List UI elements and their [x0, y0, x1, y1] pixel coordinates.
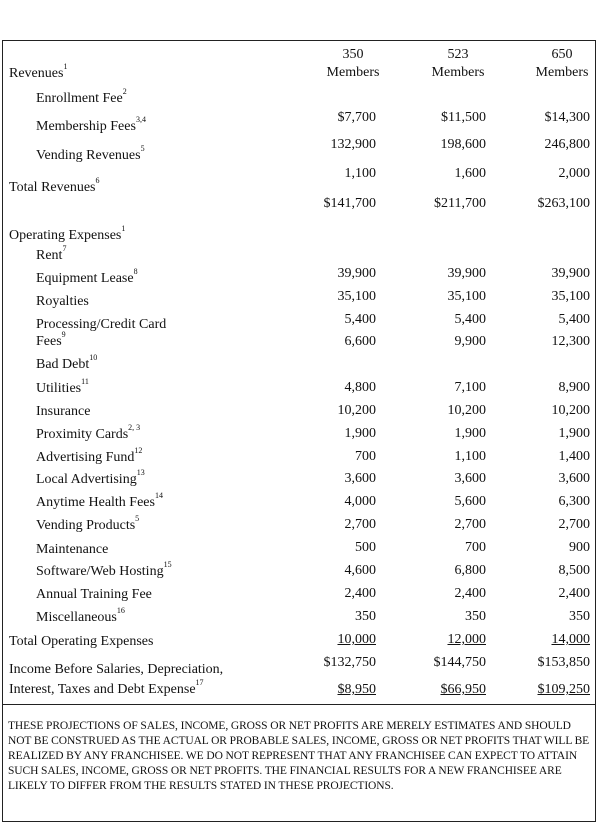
label-utilities: Utilities$^{11}$: [36, 377, 89, 396]
value-cell-r3-c1: $211,700: [434, 196, 486, 211]
value-cell-r10-c2: 1,900: [558, 426, 590, 441]
label-maintenance: Maintenance: [36, 542, 109, 557]
value-cell-r8-c2: 8,900: [558, 380, 590, 395]
label-interest-taxes-debt: Interest, Taxes and Debt Expense$^{17}$: [9, 678, 204, 697]
value-cell-r19-c1: 12,000: [447, 632, 486, 647]
value-cell-r6-c1: 5,400: [454, 312, 486, 327]
label-bad-debt: Bad Debt$^{10}$: [36, 353, 98, 372]
value-cell-r7-c0: 6,600: [344, 334, 376, 349]
label-proximity-cards: Proximity Cards$^{2, 3}$: [36, 423, 141, 442]
column-header-523: 523 Members: [431, 47, 485, 80]
value-cell-r19-c2: 14,000: [551, 632, 590, 647]
value-cell-r15-c0: 500: [355, 540, 376, 555]
value-cell-r13-c0: 4,000: [344, 494, 376, 509]
value-cell-r2-c2: 2,000: [558, 166, 590, 181]
value-cell-r2-c0: 1,100: [344, 166, 376, 181]
value-cell-r3-c2: $263,100: [537, 196, 590, 211]
value-cell-r16-c2: 8,500: [558, 563, 590, 578]
value-cell-r17-c2: 2,400: [558, 586, 590, 601]
value-cell-r8-c1: 7,100: [454, 380, 486, 395]
value-cell-r1-c2: 246,800: [544, 137, 590, 152]
value-cell-r17-c1: 2,400: [454, 586, 486, 601]
label-fees: Fees$^9$: [36, 330, 66, 349]
value-cell-r14-c2: 2,700: [558, 517, 590, 532]
value-cell-r2-c1: 1,600: [454, 166, 486, 181]
value-cell-r18-c0: 350: [355, 609, 376, 624]
value-cell-r11-c1: 1,100: [454, 449, 486, 464]
column-header-650: 650 Members: [535, 47, 589, 80]
value-cell-r16-c1: 6,800: [454, 563, 486, 578]
value-cell-r20-c0: $132,750: [323, 655, 376, 670]
value-cell-r9-c1: 10,200: [447, 403, 486, 418]
value-cell-r5-c0: 35,100: [337, 289, 376, 304]
label-insurance: Insurance: [36, 404, 91, 419]
label-anytime-health-fees: Anytime Health Fees$^{14}$: [36, 491, 163, 510]
value-cell-r12-c2: 3,600: [558, 471, 590, 486]
value-cell-r1-c1: 198,600: [440, 137, 486, 152]
value-cell-r14-c0: 2,700: [344, 517, 376, 532]
value-cell-r10-c0: 1,900: [344, 426, 376, 441]
column-header-350: 350 Members: [326, 47, 380, 80]
value-cell-r8-c0: 4,800: [344, 380, 376, 395]
label-annual-training-fee: Annual Training Fee: [36, 587, 152, 602]
value-cell-r11-c0: 700: [355, 449, 376, 464]
value-cell-r0-c1: $11,500: [441, 110, 486, 125]
label-total-operating-expenses: Total Operating Expenses: [9, 634, 154, 649]
value-cell-r10-c1: 1,900: [454, 426, 486, 441]
label-advertising-fund: Advertising Fund$^{12}$: [36, 446, 143, 465]
label-processing-fees: Processing/Credit Card: [36, 317, 167, 332]
label-revenues: Revenues$^1$: [9, 62, 68, 81]
label-income-before-salaries: Income Before Salaries, Depreciation,: [9, 662, 224, 677]
label-royalties: Royalties: [36, 294, 89, 309]
label-miscellaneous: Miscellaneous$^{16}$: [36, 606, 125, 625]
value-cell-r12-c0: 3,600: [344, 471, 376, 486]
divider: [2, 704, 596, 705]
value-cell-r17-c0: 2,400: [344, 586, 376, 601]
value-cell-r1-c0: 132,900: [330, 137, 376, 152]
value-cell-r20-c2: $153,850: [537, 655, 590, 670]
value-cell-r4-c0: 39,900: [337, 266, 376, 281]
value-cell-r9-c0: 10,200: [337, 403, 376, 418]
value-cell-r11-c2: 1,400: [558, 449, 590, 464]
value-cell-r21-c1: $66,950: [440, 682, 486, 697]
label-software-web-hosting: Software/Web Hosting$^{15}$: [36, 560, 172, 579]
value-cell-r13-c1: 5,600: [454, 494, 486, 509]
value-cell-r9-c2: 10,200: [551, 403, 590, 418]
label-equipment-lease: Equipment Lease$^8$: [36, 267, 138, 286]
value-cell-r5-c2: 35,100: [551, 289, 590, 304]
value-cell-r7-c2: 12,300: [551, 334, 590, 349]
label-local-advertising: Local Advertising$^{13}$: [36, 468, 145, 487]
label-vending-revenues: Vending Revenues$^5$: [36, 144, 145, 163]
value-cell-r15-c2: 900: [569, 540, 590, 555]
value-cell-r6-c0: 5,400: [344, 312, 376, 327]
value-cell-r6-c2: 5,400: [558, 312, 590, 327]
value-cell-r12-c1: 3,600: [454, 471, 486, 486]
disclaimer-text: THESE PROJECTIONS OF SALES, INCOME, GROSS OR NET PROFITS ARE MERELY ESTIMATES AND SHOULD NOT BE CONSTRUED AS THE ACTUAL OR PROBABLE SALES, INCOME, GROSS OR NET PROFITS THAT WILL BE REALIZED BY ANY FRANCHISEE. WE DO NOT REPRESENT THAT ANY FRANCHISEE CAN EXPECT TO ATTAIN SUCH SALES, INCOME, GROSS OR NET PROFITS. THE FINANCIAL RESULTS FOR A NEW FRANCHISEE ARE LIKELY TO DIFFER FROM THE RESULTS STATED IN THESE PROJECTIONS.: [8, 720, 590, 792]
value-cell-r21-c2: $109,250: [537, 682, 590, 697]
value-cell-r21-c0: $8,950: [337, 682, 376, 697]
value-cell-r3-c0: $141,700: [323, 196, 376, 211]
value-cell-r16-c0: 4,600: [344, 563, 376, 578]
value-cell-r0-c0: $7,700: [337, 110, 376, 125]
value-cell-r5-c1: 35,100: [447, 289, 486, 304]
label-enrollment-fee: Enrollment Fee$^2$: [36, 87, 127, 106]
value-cell-r0-c2: $14,300: [544, 110, 590, 125]
label-membership-fees: Membership Fees$^{3,4}$: [36, 115, 146, 134]
value-cell-r7-c1: 9,900: [454, 334, 486, 349]
label-operating-expenses: Operating Expenses$^1$: [9, 224, 126, 243]
value-cell-r14-c1: 2,700: [454, 517, 486, 532]
label-vending-products: Vending Products$^5$: [36, 514, 140, 533]
value-cell-r20-c1: $144,750: [433, 655, 486, 670]
value-cell-r15-c1: 700: [465, 540, 486, 555]
value-cell-r4-c1: 39,900: [447, 266, 486, 281]
label-total-revenues: Total Revenues$^6$: [9, 176, 100, 195]
value-cell-r18-c1: 350: [465, 609, 486, 624]
label-rent: Rent$^7$: [36, 244, 67, 263]
value-cell-r18-c2: 350: [569, 609, 590, 624]
value-cell-r4-c2: 39,900: [551, 266, 590, 281]
value-cell-r13-c2: 6,300: [558, 494, 590, 509]
value-cell-r19-c0: 10,000: [337, 632, 376, 647]
